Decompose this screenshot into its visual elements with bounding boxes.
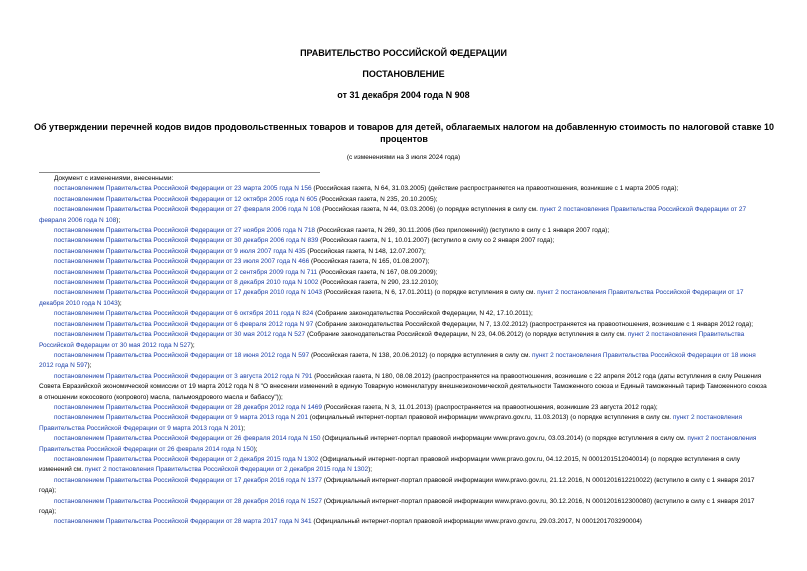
document-type: ПОСТАНОВЛЕНИЕ — [362, 69, 445, 79]
amendment-link[interactable]: постановлением Правительства Российской Федерации от 9 марта 2013 года N 201 — [54, 414, 308, 422]
amendment-tail: ); — [368, 466, 373, 474]
amendment-details: (Российская газета, N 165, 01.08.2007); — [309, 258, 430, 266]
amendment-link[interactable]: постановлением Правительства Российской Федерации от 28 марта 2017 года N 341 — [54, 518, 312, 526]
amendment-details: (Российская газета, N 180, 08.08.2012) (распространяется на правоотношения, возникшие с 22 апреля 2012 года (даты вступления в силу Решения Совета Евразийской экономической комиссии от 19 марта 2012 года N 8 "О внесении изменений в единую Товарную номенклатуру внешнеэкономической деятельности Таможенного союза и Единый таможенный тариф Таможенного союза в отношении кокосового (копрового) масла, пальмоядрового масла и бабассу")); — [39, 372, 767, 401]
amendment-item — [39, 351, 770, 372]
effective-date-link[interactable]: пункт 2 постановления Правительства Российской Федерации от 18 июня 2012 года N 597 — [39, 351, 756, 370]
amendment-link[interactable]: постановлением Правительства Российской Федерации от 18 июня 2012 года N 597 — [54, 351, 310, 359]
amendment-link[interactable]: постановлением Правительства Российской Федерации от 6 февраля 2012 года N 97 — [54, 320, 314, 328]
amendment-link[interactable]: постановлением Правительства Российской Федерации от 30 мая 2012 года N 527 — [54, 331, 306, 339]
amendment-link[interactable]: постановлением Правительства Российской Федерации от 23 июля 2007 года N 466 — [54, 258, 310, 266]
amendment-item — [39, 403, 770, 413]
amendment-link[interactable]: постановлением Правительства Российской Федерации от 17 декабря 2010 года N 1043 — [54, 289, 322, 297]
document-title: Об утверждении перечней кодов видов продовольственных товаров и товаров для детей, облагаемых налогом на добавленную стоимость по налоговой ставке 10 процентов — [33, 122, 775, 144]
amendment-item — [39, 413, 770, 434]
amendment-item — [39, 288, 770, 309]
amendments-list — [39, 174, 770, 528]
amendment-item — [39, 320, 770, 330]
amendment-details: (официальный интернет-портал правовой информации www.pravo.gov.ru, 11.03.2013) (о порядке вступления в силу см. — [308, 414, 673, 422]
amendment-tail: ); — [253, 445, 258, 453]
amendment-details: (Российская газета, N 1, 10.01.2007) (вступило в силу со 2 января 2007 года); — [318, 237, 555, 245]
document-date: от 31 декабря 2004 года N 908 — [337, 90, 470, 100]
amendment-tail: ); — [241, 424, 246, 432]
amendment-tail: ); — [190, 341, 195, 349]
amendment-link[interactable]: постановлением Правительства Российской Федерации от 6 октября 2011 года N 824 — [54, 310, 314, 318]
amendment-link[interactable]: постановлением Правительства Российской Федерации от 3 августа 2012 года N 791 — [54, 372, 313, 380]
amendment-item — [39, 226, 770, 236]
divider — [39, 172, 320, 173]
amendment-link[interactable]: постановлением Правительства Российской Федерации от 27 ноября 2006 года N 718 — [54, 227, 316, 235]
amendment-item — [39, 434, 770, 455]
amendment-link[interactable]: постановлением Правительства Российской Федерации от 28 декабря 2012 года N 1469 — [54, 403, 322, 411]
amendment-item — [39, 195, 770, 205]
amendment-item — [39, 517, 770, 527]
amendment-item — [39, 330, 770, 351]
amendment-details: (Российская газета, N 148, 12.07.2007); — [305, 247, 426, 255]
amendment-item — [39, 247, 770, 257]
amendment-details: (Российская газета, N 167, 08.09.2009); — [317, 268, 438, 276]
amendment-link[interactable]: постановлением Правительства Российской Федерации от 30 декабря 2006 года N 839 — [54, 237, 319, 245]
amendment-details: (Собрание законодательства Российской Федерации, N 23, 04.06.2012) (о порядке вступления в силу см. — [305, 331, 628, 339]
amendment-details: (Российская газета, N 269, 30.11.2006 (без приложений)) (вступило в силу с 1 января 2007 года); — [315, 227, 610, 235]
amendment-item — [39, 476, 770, 497]
effective-date-link[interactable]: пункт 2 постановления Правительства Российской Федерации от 17 декабря 2010 года N 1043 — [39, 289, 744, 307]
amendment-item — [39, 205, 770, 226]
amendment-item — [39, 268, 770, 278]
amendment-link[interactable]: постановлением Правительства Российской Федерации от 8 декабря 2010 года N 1002 — [54, 279, 319, 287]
amendment-details: (Официальный интернет-портал правовой информации www.pravo.gov.ru, 21.12.2016, N 0001201612210022) (вступило в силу с 1 января 2017 года); — [39, 476, 755, 495]
amendment-details: (Российская газета, N 138, 20.06.2012) (о порядке вступления в силу см. — [309, 351, 533, 359]
amendment-details: (Официальный интернет-портал правовой информации www.pravo.gov.ru, 03.03.2014) (о порядке вступления в силу см. — [320, 435, 688, 443]
amendment-details: (Собрание законодательства Российской Федерации, N 7, 13.02.2012) (распространяется на правоотношения, возникшие с 1 января 2012 года); — [313, 320, 754, 328]
amendment-link[interactable]: постановлением Правительства Российской Федерации от 12 октября 2005 года N 605 — [54, 195, 318, 203]
amendment-tail: ); — [116, 216, 121, 224]
amendment-details: (Официальный интернет-портал правовой информации www.pravo.gov.ru, 04.12.2015, N 0001201512040014) (о порядке вступления в силу изменений см. — [39, 455, 740, 474]
government-name: ПРАВИТЕЛЬСТВО РОССИЙСКОЙ ФЕДЕРАЦИИ — [300, 48, 507, 58]
effective-date-link[interactable]: пункт 2 постановления Правительства Российской Федерации от 2 декабря 2015 года N 1302 — [84, 466, 369, 474]
amendment-tail: ); — [117, 299, 122, 307]
amendment-tail: ); — [87, 362, 92, 370]
amendments-container — [39, 184, 770, 527]
amendments-intro: Документ с изменениями, внесенными: — [54, 175, 174, 182]
amendment-item — [39, 236, 770, 246]
amendment-details: (Российская газета, N 64, 31.03.2005) (действие распространяется на правоотношения, возникшие с 1 марта 2005 года); — [311, 185, 679, 193]
amendment-details: (Официальный интернет-портал правовой информации www.pravo.gov.ru, 29.03.2017, N 0001201703290004) — [311, 518, 642, 526]
amendment-details: (Российская газета, N 44, 03.03.2006) (о порядке вступления в силу см. — [320, 206, 540, 214]
amendment-link[interactable]: постановлением Правительства Российской Федерации от 9 июля 2007 года N 435 — [54, 247, 306, 255]
effective-date-link[interactable]: пункт 2 постановления Правительства Российской Федерации от 9 марта 2013 года N 201 — [39, 414, 742, 432]
amendment-item — [39, 309, 770, 319]
amendment-item — [39, 184, 770, 194]
amendment-details: (Российская газета, N 6, 17.01.2011) (о порядке вступления в силу см. — [321, 289, 538, 297]
amendment-link[interactable]: постановлением Правительства Российской Федерации от 17 декабря 2016 года N 1377 — [54, 476, 322, 484]
effective-date-link[interactable]: пункт 2 постановления Правительства Российской Федерации от 26 февраля 2014 года N 150 — [39, 435, 757, 453]
amendment-details: (Российская газета, N 235, 20.10.2005); — [317, 195, 438, 203]
amendment-link[interactable]: постановлением Правительства Российской Федерации от 2 декабря 2015 года N 1302 — [54, 455, 319, 463]
amendment-link[interactable]: постановлением Правительства Российской Федерации от 28 декабря 2016 года N 1527 — [54, 497, 322, 505]
amendment-link[interactable]: постановлением Правительства Российской Федерации от 27 февраля 2006 года N 108 — [54, 206, 321, 214]
amendment-item — [39, 257, 770, 267]
revision-note: (с изменениями на 3 июля 2024 года) — [346, 154, 461, 161]
amendment-details: (Собрание законодательства Российской Федерации, N 42, 17.10.2011); — [313, 310, 533, 318]
amendment-details: (Российская газета, N 3, 11.01.2013) (распространяется на правоотношения, возникшие 23 августа 2012 года); — [321, 403, 658, 411]
amendment-item — [39, 372, 770, 403]
amendment-item — [39, 497, 770, 518]
amendment-link[interactable]: постановлением Правительства Российской Федерации от 2 сентября 2009 года N 711 — [54, 268, 318, 276]
amendment-link[interactable]: постановлением Правительства Российской Федерации от 23 марта 2005 года N 156 — [54, 185, 312, 193]
amendment-details: (Российская газета, N 290, 23.12.2010); — [318, 279, 439, 287]
amendment-details: (Официальный интернет-портал правовой информации www.pravo.gov.ru, 30.12.2016, N 0001201612300080) (вступило в силу с 1 января 2017 года); — [39, 497, 755, 515]
amendment-link[interactable]: постановлением Правительства Российской Федерации от 26 февраля 2014 года N 150 — [54, 435, 321, 443]
effective-date-link[interactable]: пункт 2 постановления Правительства Российской Федерации от 30 мая 2012 года N 527 — [39, 331, 745, 349]
amendment-item — [39, 455, 770, 476]
effective-date-link[interactable]: пункт 2 постановления Правительства Российской Федерации от 27 февраля 2006 года N 108 — [39, 206, 747, 224]
amendment-item — [39, 278, 770, 288]
